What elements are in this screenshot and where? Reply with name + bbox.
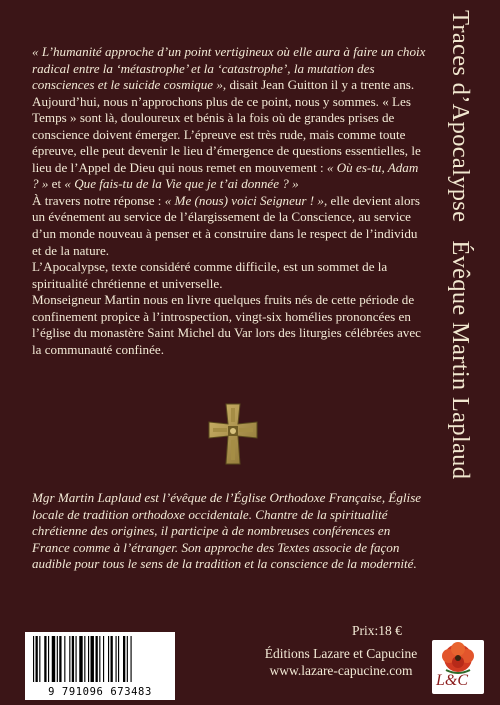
book-title: Traces d’Apocalypse <box>447 10 474 223</box>
logo-letters: L&C <box>436 672 469 689</box>
publisher-url[interactable]: www.lazare-capucine.com <box>269 663 413 678</box>
paragraph-2: À travers notre réponse : « Me (nous) voici Seigneur ! », elle devient alors un événement au service de l’élargissement de la Conscience, au service d’un monde nouveau à penser et à construire dans le respect de l’individu et de la nature. <box>32 192 420 258</box>
paragraph-4: Monseigneur Martin nous en livre quelques fruits nés de cette période de confinement propice à l’introspection, vingt-six homélies prononcées en l’église du monastère Saint Michel du Var lors des liturgies célébrées avec la communauté confinée. <box>32 292 421 357</box>
publisher-logo <box>432 640 484 694</box>
barcode <box>25 632 175 700</box>
publisher-name: Éditions Lazare et Capucine <box>264 646 418 661</box>
barcode-number: 9 791096 673483 <box>48 686 152 698</box>
price-label: Prix:18 € <box>352 623 402 638</box>
spine-title-block <box>432 10 484 640</box>
paragraph-3: L’Apocalypse, texte considéré comme difficile, est un sommet de la spiritualité chrétienne et universelle. <box>32 259 388 291</box>
publisher-block <box>246 645 436 679</box>
barcode-bars <box>31 636 169 682</box>
paragraph-1: « L’humanité approche d’un point vertigineux où elle aura à faire un choix radical entre la ‘métastrophe’ et la ‘catastrophe’, la mutation des consciences et le suicide cosmique », disait Jean Guitton il y a trente ans. Aujourd’hui, nous n’approchons plus de ce point, nous y sommes. « Les Temps » sont là, douloureux et bénis à la fois où de grandes prises de conscience doivent émerger. L’épreuve est très rude, mais comme toute épreuve, elle peut devenir le lieu d’émergence de questions essentielles, le lieu de l’Appel de Dieu qui nous remet en mouvement : « Où es-tu, Adam ? » et « Que fais-tu de la Vie que je t’ai donnée ? » <box>32 44 426 192</box>
main-description <box>32 44 427 358</box>
book-author: Évêque Martin Laplaud <box>447 240 474 480</box>
author-bio: Mgr Martin Laplaud est l’évêque de l’Église Orthodoxe Française, Église locale de tradition orthodoxe occidentale. Chantre de la spiritualité chrétienne des origines, il participe à de nombreuses conférences en France comme à l’étranger. Son approche des Textes associe de façon audible pour tous le sens de la tradition et la conscience de la modernité. <box>32 490 422 572</box>
cross-icon <box>207 402 259 466</box>
quote-guitton: « L’humanité approche d’un point vertigineux où elle aura à faire un choix radical entre la ‘métastrophe’ et la ‘catastrophe’, la mutation des consciences et le suicide cosmique » <box>32 44 426 93</box>
